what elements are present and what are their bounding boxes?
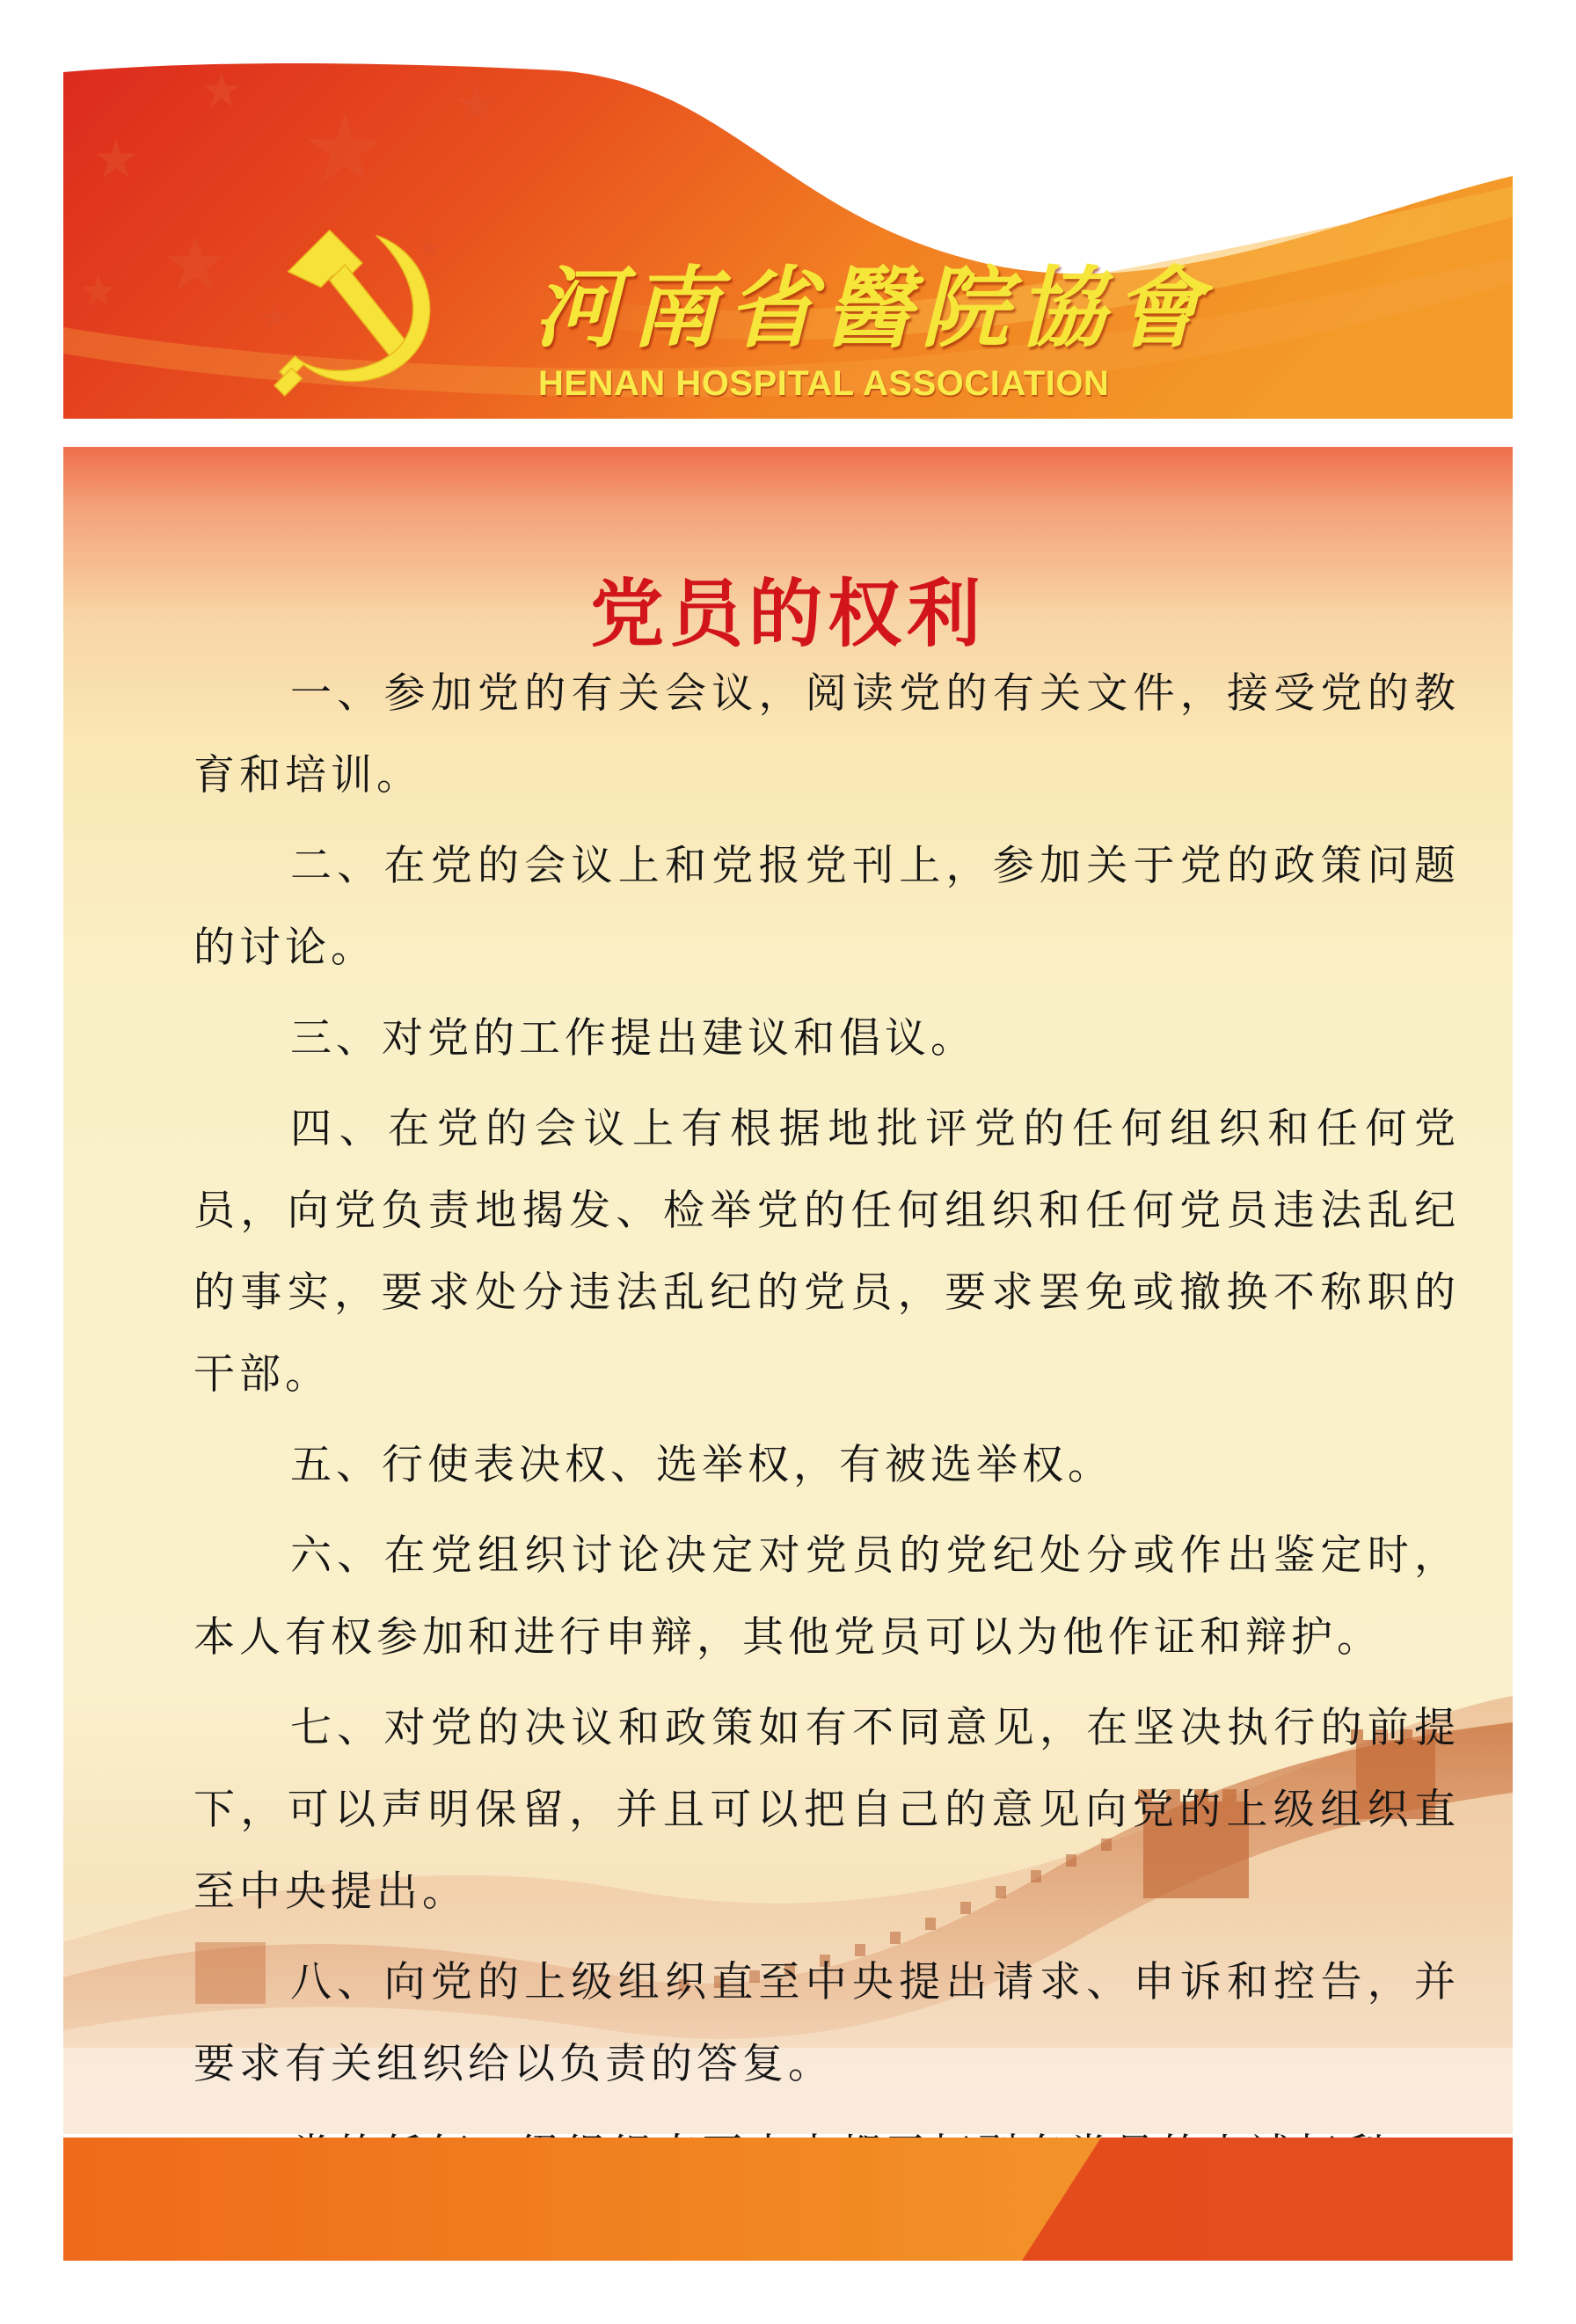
paragraph-7: 七、对党的决议和政策如有不同意见，在坚决执行的前提下，可以声明保留，并且可以把自己的意见向党的上级组织直至中央提出。 — [193, 1704, 1460, 1916]
paragraph-5: 五、行使表决权、选举权，有被选举权。 — [290, 1441, 1113, 1489]
header-banner — [63, 63, 1513, 433]
footer-background — [63, 2138, 1513, 2261]
document-title: 党员的权利 — [589, 571, 986, 657]
party-emblem-icon — [273, 220, 445, 392]
poster — [63, 63, 1513, 2261]
footer-band — [63, 2138, 1513, 2261]
paragraph-3: 三、对党的工作提出建议和倡议。 — [290, 1014, 976, 1063]
paragraph-4: 四、在党的会议上有根据地批评党的任何组织和任何党员，向党负责地揭发、检举党的任何组织和任何党员违法乱纪的事实，要求处分违法乱纪的党员，要求罢免或撤换不称职的干部。 — [193, 1105, 1460, 1399]
paragraph-2: 二、在党的会议上和党报党刊上，参加关于党的政策问题的讨论。 — [193, 842, 1460, 972]
content-panel — [63, 447, 1513, 2134]
org-name-en: HENAN HOSPITAL ASSOCIATION — [538, 364, 1110, 403]
paragraph-8: 八、向党的上级组织直至中央提出请求、申诉和控告，并要求有关组织给以负责的答复。 — [193, 1958, 1460, 2088]
paragraph-1: 一、参加党的有关会议，阅读党的有关文件，接受党的教育和培训。 — [193, 669, 1460, 800]
org-name-cn: 河南省醫院協會 — [534, 256, 1211, 360]
rights-list — [193, 653, 1460, 2204]
paragraph-6: 六、在党组织讨论决定对党员的党纪处分或作出鉴定时，本人有权参加和进行申辩，其他党员可以为他作证和辩护。 — [193, 1531, 1460, 1662]
